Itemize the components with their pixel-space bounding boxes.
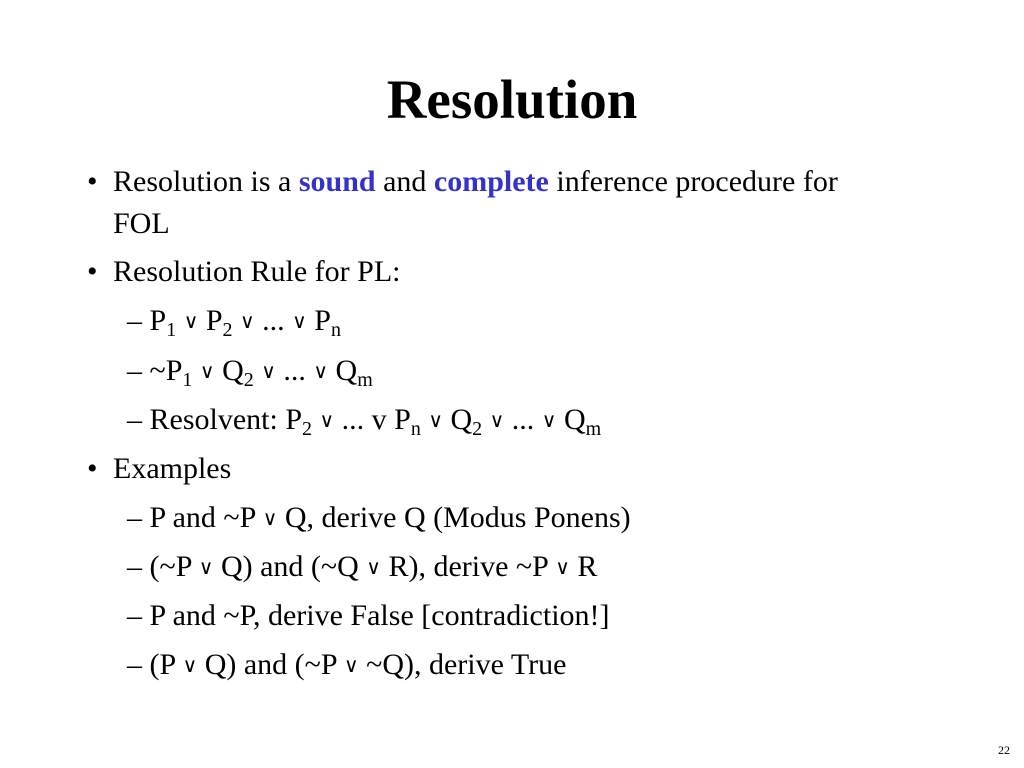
- slide-title: Resolution: [386, 69, 638, 130]
- bullet-glyph: •: [87, 452, 98, 485]
- or-symbol: ∨: [198, 555, 214, 579]
- sound-keyword: sound: [298, 165, 376, 198]
- or-symbol: ∨: [199, 359, 215, 383]
- dash-glyph: –: [127, 501, 142, 534]
- dash-glyph: –: [127, 599, 142, 632]
- complete-keyword: complete: [433, 165, 549, 198]
- or-symbol: ∨: [261, 359, 276, 383]
- slide: Resolution • Resolution is a sound and complete inference procedure for FOL • Resolution Rule for PL: – $P_1$ ∨ $P_2$ ∨ ... ∨ $P_n$ – $\sim P_1$ ∨ $Q_2$ ∨ ... ∨ $Q_m$ – Resolvent: $P_2$ ∨ ... v $P_n$ ∨ $Q_2$ ∨ ... ∨ $Q_m$ • Examples – P and ~P ∨ Q, derive Q (Modus Ponens) – (~P ∨ Q) and (~Q ∨ R), derive ~P ∨ R – P and ~P, derive False [contradiction!] – (P ∨ Q) and (~P ∨ ~Q), derive True 22: [0, 0, 1024, 768]
- dash-glyph: –: [127, 403, 142, 436]
- or-symbol: ∨: [292, 309, 307, 333]
- bullet-glyph: •: [87, 255, 98, 288]
- bullet-2-text: Resolution Rule for PL:: [113, 255, 401, 288]
- bullet-glyph: •: [87, 165, 98, 198]
- or-symbol: ∨: [240, 309, 255, 333]
- or-symbol: ∨: [343, 653, 359, 677]
- or-symbol: ∨: [366, 555, 381, 579]
- dash-glyph: –: [127, 354, 142, 387]
- or-symbol: ∨: [313, 359, 329, 383]
- dash-glyph: –: [127, 550, 142, 583]
- or-symbol: ∨: [555, 555, 570, 579]
- or-symbol: ∨: [182, 653, 198, 677]
- bullet-3-text: Examples: [113, 452, 232, 485]
- page-number: 22: [998, 743, 1010, 757]
- dash-glyph: –: [127, 304, 142, 337]
- or-symbol: ∨: [489, 408, 505, 432]
- or-symbol: ∨: [541, 408, 557, 432]
- or-symbol: ∨: [319, 408, 335, 432]
- or-symbol: ∨: [262, 506, 278, 530]
- or-symbol: ∨: [428, 408, 443, 432]
- or-symbol: ∨: [183, 309, 199, 333]
- bullet-1-text: Resolution is a sound and complete inference procedure for: [113, 165, 838, 198]
- dash-glyph: –: [127, 648, 142, 681]
